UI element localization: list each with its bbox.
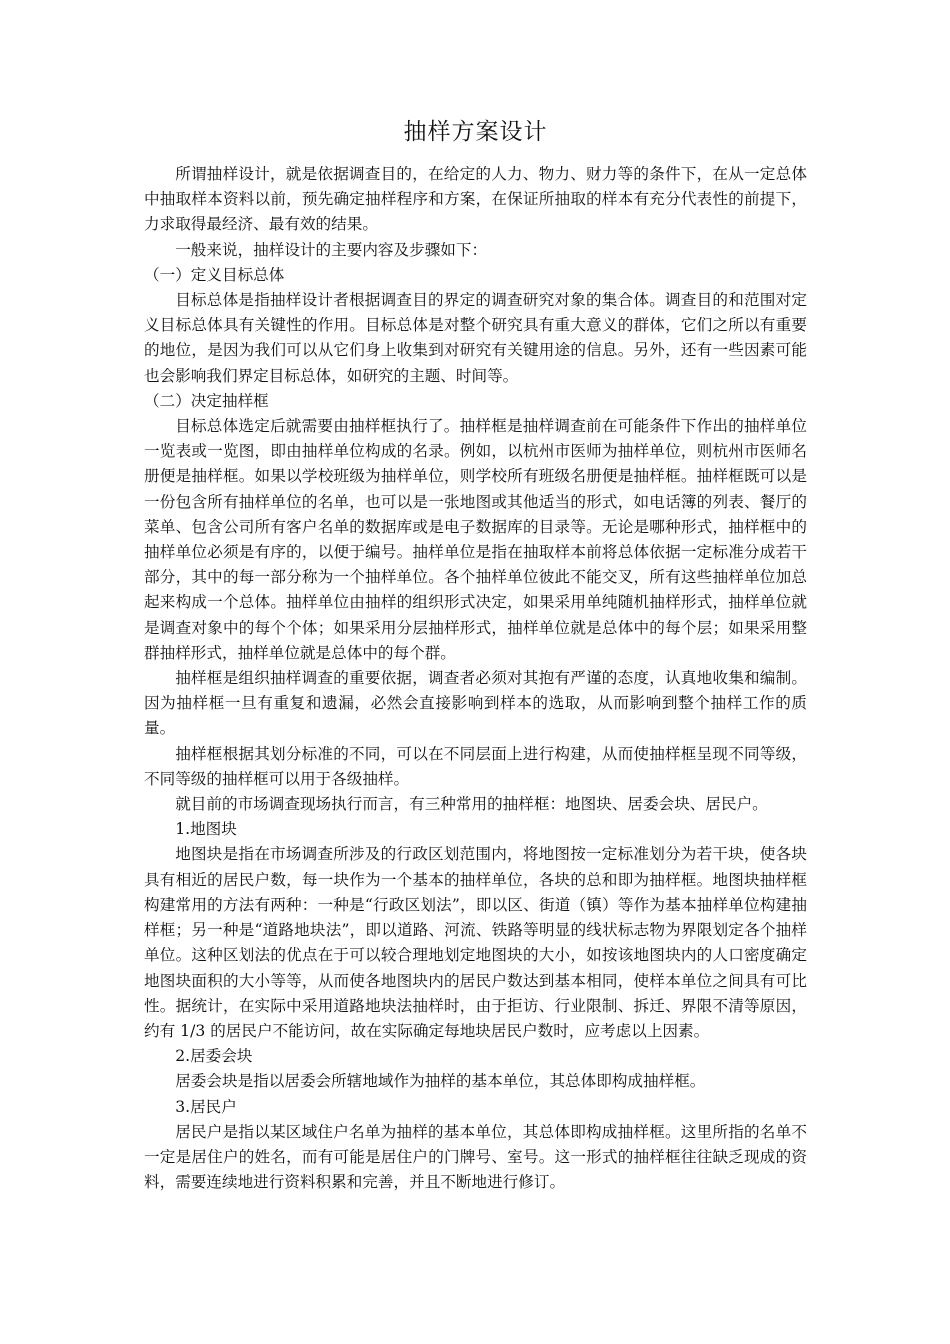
paragraph-map-block: 地图块是指在市场调查所涉及的行政区划范围内，将地图按一定标准划分为若干块，使各块具有相近的居民户数，每一块作为一个基本的抽样单位，各块的总和即为抽样框。地图块抽样框构建常用的方法有两种：一种是“行政区划法”，即以区、街道（镇）等作为基本抽样单位构建抽样框；另一种是“道路地块法”，即以道路、河流、铁路等明显的线状标志物为界限划定各个抽样单位。这种区划法的优点在于可以较合理地划定地图块的大小，如按该地图块内的人口密度确定地图块面积的大小等等，从而使各地图块内的居民户数达到基本相同，使样本单位之间具有可比性。据统计，在实际中采用道路地块法抽样时，由于拒访、行业限制、拆迁、界限不清等原因，约有 1/3 的居民户不能访问，故在实际确定每地块居民户数时，应考虑以上因素。 bbox=[144, 845, 807, 1040]
paragraph-steps-intro: 一般来说，抽样设计的主要内容及步骤如下： bbox=[175, 240, 488, 259]
paragraph-households: 居民户是指以某区域住户名单为抽样的基本单位，其总体即构成抽样框。这里所指的名单不一定是居住户的姓名，而有可能是居住户的门牌号、室号。这一形式的抽样框往往缺乏现成的资料，需要连续地进行资料积累和完善，并且不断地进行修订。 bbox=[144, 1122, 807, 1192]
paragraph-intro: 所谓抽样设计，就是依据调查目的，在给定的人力、物力、财力等的条件下，在从一定总体中抽取样本资料以前，预先确定抽样程序和方案，在保证所抽取的样本有充分代表性的前提下，力求取得最经济、最有效的结果。 bbox=[144, 165, 807, 234]
document-page bbox=[144, 112, 807, 1195]
paragraph-sampling-frame-levels: 抽样框根据其划分标准的不同，可以在不同层面上进行构建，从而使抽样框呈现不同等级，不同等级的抽样框可以用于各级抽样。 bbox=[144, 744, 807, 788]
subheading-committee-block: 2.居委会块 bbox=[175, 1047, 253, 1066]
paragraph-sampling-frame-importance: 抽样框是组织抽样调查的重要依据，调查者必须对其抱有严谨的态度，认真地收集和编制。因为抽样框一旦有重复和遗漏，必然会直接影响到样本的选取，从而影响到整个抽样工作的质量。 bbox=[144, 669, 807, 738]
section-heading-sampling-frame: （二）决定抽样框 bbox=[144, 391, 269, 410]
subheading-map-block: 1.地图块 bbox=[175, 820, 237, 839]
subheading-households: 3.居民户 bbox=[175, 1097, 237, 1116]
section-heading-target-population: （一）定义目标总体 bbox=[144, 265, 285, 284]
paragraph-common-frames: 就目前的市场调查现场执行而言，有三种常用的抽样框：地图块、居委会块、居民户。 bbox=[175, 795, 768, 814]
paragraph-target-population: 目标总体是指抽样设计者根据调查目的界定的调查研究对象的集合体。调查目的和范围对定义目标总体具有关键性的作用。目标总体是对整个研究具有重大意义的群体，它们之所以有重要的地位，是因为我们可以从它们身上收集到对研究有关键用途的信息。另外，还有一些因素可能也会影响我们界定目标总体，如研究的主题、时间等。 bbox=[144, 291, 807, 385]
paragraph-committee-block: 居委会块是指以居委会所辖地域作为抽样的基本单位，其总体即构成抽样框。 bbox=[175, 1072, 706, 1091]
document-title: 抽样方案设计 bbox=[403, 119, 548, 145]
paragraph-sampling-frame-definition: 目标总体选定后就需要由抽样框执行了。抽样框是抽样调查前在可能条件下作出的抽样单位一览表或一览图，即由抽样单位构成的名录。例如，以杭州市医师为抽样单位，则杭州市医师名册便是抽样框。如果以学校班级为抽样单位，则学校所有班级名册便是抽样框。抽样框既可以是一份包含所有抽样单位的名单，也可以是一张地图或其他适当的形式，如电话簿的列表、餐厅的菜单、包含公司所有客户名单的数据库或是电子数据库的目录等。无论是哪种形式，抽样框中的抽样单位必须是有序的，以便于编号。抽样单位是指在抽取样本前将总体依据一定标准分成若干部分，其中的每一部分称为一个抽样单位。各个抽样单位彼此不能交叉，所有这些抽样单位加总起来构成一个总体。抽样单位由抽样的组织形式决定，如果采用单纯随机抽样形式，抽样单位就是调查对象中的每个个体；如果采用分层抽样形式，抽样单位就是总体中的每个层；如果采用整群抽样形式，抽样单位就是总体中的每个群。 bbox=[144, 417, 807, 662]
